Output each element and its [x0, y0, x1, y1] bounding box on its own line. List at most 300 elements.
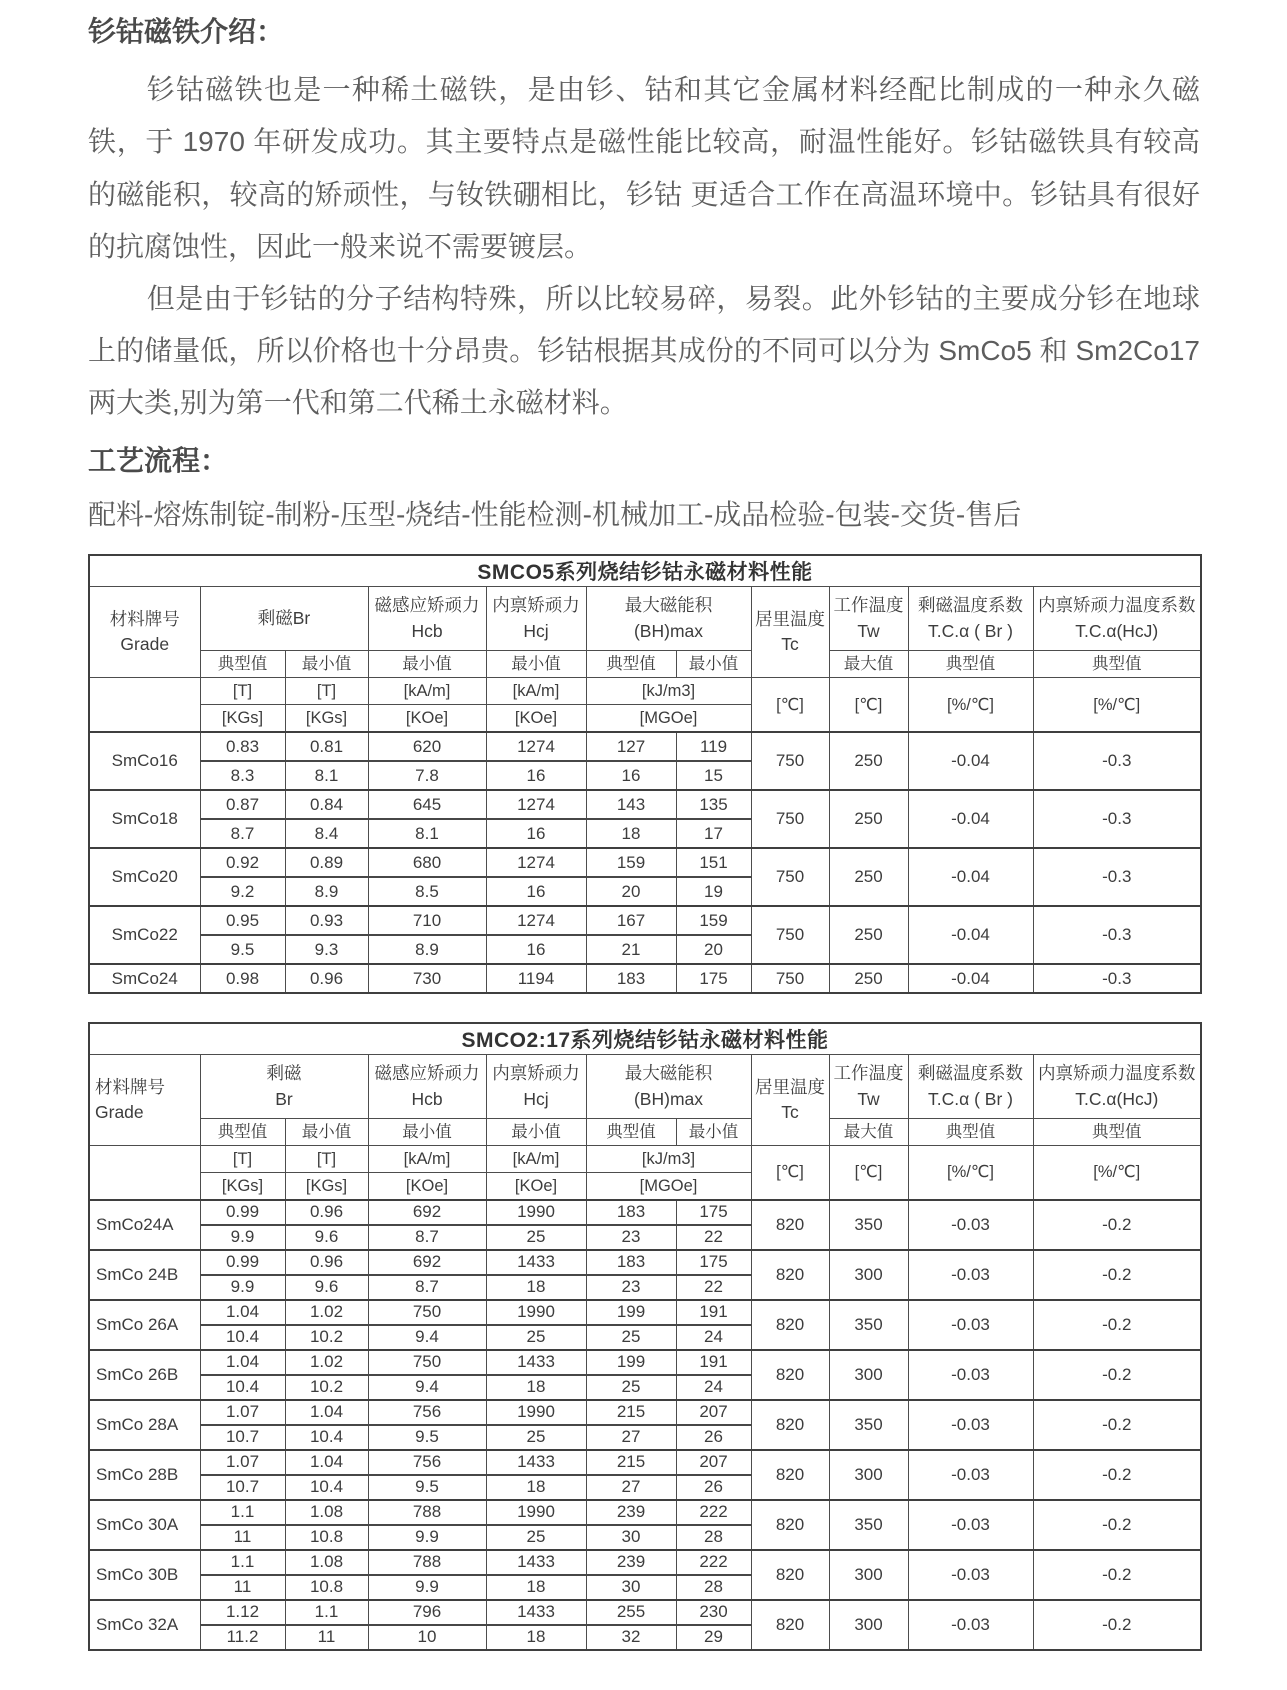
value-cell: 159 — [586, 848, 676, 877]
tca-br-cell: -0.04 — [908, 906, 1033, 964]
col-header-tca-hcj-cn: 内禀矫顽力温度系数 — [1038, 1063, 1196, 1084]
value-cell: 159 — [676, 906, 751, 935]
tw-cell: 250 — [829, 732, 908, 790]
value-cell: 11 — [200, 1575, 285, 1600]
subheader-typical: 典型值 — [1033, 1118, 1201, 1145]
value-cell: 7.8 — [368, 761, 486, 790]
value-cell: 8.9 — [285, 877, 368, 906]
col-header-tca-br — [908, 587, 1033, 651]
value-cell: 18 — [486, 1275, 586, 1300]
table-row — [89, 1450, 1201, 1475]
tc-cell: 750 — [751, 906, 829, 964]
table-title-row — [89, 1023, 1201, 1055]
value-cell: 710 — [368, 906, 486, 935]
value-cell: 8.9 — [368, 935, 486, 964]
tca-hcj-cell: -0.3 — [1033, 732, 1201, 790]
tc-cell: 820 — [751, 1450, 829, 1500]
value-cell: 24 — [676, 1325, 751, 1350]
value-cell: 1.08 — [285, 1500, 368, 1525]
value-cell: 10.4 — [200, 1325, 285, 1350]
value-cell: 10.7 — [200, 1475, 285, 1500]
col-header-tca-br-sym: T.C.α ( Br ) — [928, 1088, 1013, 1109]
value-cell: 9.2 — [200, 877, 285, 906]
value-cell: 16 — [486, 877, 586, 906]
value-cell: 0.96 — [285, 1200, 368, 1225]
value-cell: 191 — [676, 1350, 751, 1375]
value-cell: 28 — [676, 1525, 751, 1550]
grade-cell: SmCo18 — [89, 790, 200, 848]
grade-cell: SmCo20 — [89, 848, 200, 906]
unit-pct-celsius: [%/℃] — [1033, 1145, 1201, 1200]
col-header-hcj-cn: 内禀矫顽力 — [492, 595, 580, 616]
value-cell: 23 — [586, 1275, 676, 1300]
col-header-grade — [89, 1055, 200, 1146]
value-cell: 1.04 — [285, 1450, 368, 1475]
tw-cell: 300 — [829, 1600, 908, 1650]
smco5-table-body — [89, 732, 1201, 993]
value-cell: 1.12 — [200, 1600, 285, 1625]
value-cell: 18 — [486, 1575, 586, 1600]
unit-koe: [KOe] — [486, 705, 586, 733]
value-cell: 0.93 — [285, 906, 368, 935]
tc-cell: 820 — [751, 1350, 829, 1400]
value-cell: 1433 — [486, 1250, 586, 1275]
col-header-tw-sym: Tw — [857, 620, 880, 641]
col-header-br — [200, 587, 368, 651]
tw-cell: 300 — [829, 1350, 908, 1400]
tca-br-cell: -0.03 — [908, 1450, 1033, 1500]
value-cell: 18 — [486, 1375, 586, 1400]
tca-br-cell: -0.03 — [908, 1600, 1033, 1650]
value-cell: 25 — [586, 1375, 676, 1400]
tca-hcj-cell: -0.3 — [1033, 790, 1201, 848]
unit-celsius: [℃] — [751, 678, 829, 733]
value-cell: 9.5 — [200, 935, 285, 964]
subheader-minimum: 最小值 — [368, 651, 486, 678]
value-cell: 645 — [368, 790, 486, 819]
smco217-table — [88, 1022, 1202, 1651]
col-header-hcj-sym: Hcj — [523, 1088, 549, 1109]
unit-tesla: [T] — [285, 1145, 368, 1172]
col-header-tca-hcj-sym: T.C.α(HcJ) — [1075, 620, 1159, 641]
value-cell: 750 — [368, 1350, 486, 1375]
value-cell: 16 — [486, 761, 586, 790]
table-title: SMCO2:17系列烧结钐钴永磁材料性能 — [89, 1023, 1201, 1055]
subheader-minimum: 最小值 — [676, 651, 751, 678]
value-cell: 1433 — [486, 1550, 586, 1575]
tca-hcj-cell: -0.2 — [1033, 1200, 1201, 1250]
subheader-minimum: 最小值 — [368, 1118, 486, 1145]
subheader-typical: 典型值 — [200, 651, 285, 678]
value-cell: 175 — [676, 964, 751, 993]
unit-kgs: [KGs] — [200, 1172, 285, 1200]
value-cell: 28 — [676, 1575, 751, 1600]
grade-cell: SmCo 32A — [89, 1600, 200, 1650]
tca-br-cell: -0.04 — [908, 732, 1033, 790]
value-cell: 119 — [676, 732, 751, 761]
value-cell: 30 — [586, 1575, 676, 1600]
subheader-typical: 典型值 — [586, 1118, 676, 1145]
value-cell: 230 — [676, 1600, 751, 1625]
unit-pct-celsius: [%/℃] — [908, 678, 1033, 733]
value-cell: 9.4 — [368, 1325, 486, 1350]
value-cell: 1194 — [486, 964, 586, 993]
col-header-hcb-sym: Hcb — [411, 1088, 443, 1109]
value-cell: 8.1 — [368, 819, 486, 848]
tca-hcj-cell: -0.2 — [1033, 1250, 1201, 1300]
table-row — [89, 732, 1201, 761]
grade-cell: SmCo24A — [89, 1200, 200, 1250]
value-cell: 0.95 — [200, 906, 285, 935]
value-cell: 11 — [200, 1525, 285, 1550]
tca-hcj-cell: -0.2 — [1033, 1500, 1201, 1550]
value-cell: 143 — [586, 790, 676, 819]
value-cell: 0.81 — [285, 732, 368, 761]
col-header-hcj-sym: Hcj — [523, 620, 549, 641]
grade-cell: SmCo 30B — [89, 1550, 200, 1600]
col-header-hcj — [486, 587, 586, 651]
value-cell: 135 — [676, 790, 751, 819]
tc-cell: 820 — [751, 1200, 829, 1250]
col-header-tc-cn: 居里温度 — [755, 1076, 825, 1097]
header-row-statistic — [89, 1118, 1201, 1145]
value-cell: 1.07 — [200, 1450, 285, 1475]
col-header-bhmax-cn: 最大磁能积 — [624, 595, 713, 616]
col-header-bhmax-sym: (BH)max — [633, 620, 704, 641]
tw-cell: 300 — [829, 1550, 908, 1600]
unit-kam: [kA/m] — [368, 1145, 486, 1172]
value-cell: 9.6 — [285, 1225, 368, 1250]
col-header-hcj — [486, 1055, 586, 1119]
unit-kjm3: [kJ/m3] — [586, 1145, 751, 1172]
value-cell: 17 — [676, 819, 751, 848]
tc-cell: 750 — [751, 732, 829, 790]
tca-hcj-cell: -0.2 — [1033, 1550, 1201, 1600]
tca-br-cell: -0.03 — [908, 1500, 1033, 1550]
header-row-main — [89, 587, 1201, 651]
unit-kgs: [KGs] — [285, 1172, 368, 1200]
col-header-br — [200, 1055, 368, 1119]
col-header-tc-cn: 居里温度 — [755, 608, 825, 629]
col-header-tw — [829, 587, 908, 651]
value-cell: 9.9 — [368, 1525, 486, 1550]
value-cell: 1.02 — [285, 1300, 368, 1325]
unit-kjm3: [kJ/m3] — [586, 678, 751, 705]
table-row — [89, 1550, 1201, 1575]
tw-cell: 350 — [829, 1500, 908, 1550]
value-cell: 756 — [368, 1450, 486, 1475]
value-cell: 25 — [486, 1225, 586, 1250]
col-header-grade — [89, 587, 200, 678]
value-cell: 215 — [586, 1450, 676, 1475]
tca-br-cell: -0.03 — [908, 1250, 1033, 1300]
intro-heading: 钐钴磁铁介绍： — [88, 16, 285, 47]
value-cell: 8.1 — [285, 761, 368, 790]
value-cell: 788 — [368, 1500, 486, 1525]
unit-tesla: [T] — [200, 1145, 285, 1172]
col-header-grade-en: Grade — [95, 1102, 144, 1123]
value-cell: 1433 — [486, 1450, 586, 1475]
tc-cell: 820 — [751, 1300, 829, 1350]
col-header-hcj-cn: 内禀矫顽力 — [492, 1063, 580, 1084]
value-cell: 1274 — [486, 790, 586, 819]
tca-br-cell: -0.03 — [908, 1300, 1033, 1350]
smco5-table — [88, 554, 1202, 994]
col-header-bhmax-cn: 最大磁能积 — [624, 1063, 713, 1084]
value-cell: 207 — [676, 1400, 751, 1425]
unit-kam: [kA/m] — [368, 678, 486, 705]
value-cell: 20 — [586, 877, 676, 906]
value-cell: 796 — [368, 1600, 486, 1625]
value-cell: 1.1 — [200, 1550, 285, 1575]
value-cell: 25 — [586, 1325, 676, 1350]
value-cell: 16 — [486, 819, 586, 848]
value-cell: 9.4 — [368, 1375, 486, 1400]
value-cell: 10.8 — [285, 1575, 368, 1600]
table-row — [89, 1600, 1201, 1625]
value-cell: 8.7 — [200, 819, 285, 848]
value-cell: 18 — [486, 1475, 586, 1500]
value-cell: 25 — [486, 1525, 586, 1550]
tca-hcj-cell: -0.3 — [1033, 848, 1201, 906]
header-row-unit-si — [89, 1145, 1201, 1172]
value-cell: 0.96 — [285, 1250, 368, 1275]
value-cell: 0.99 — [200, 1200, 285, 1225]
value-cell: 692 — [368, 1200, 486, 1225]
col-header-br-cn: 剩磁 — [266, 1063, 302, 1084]
value-cell: 8.7 — [368, 1275, 486, 1300]
col-header-tw-sym: Tw — [857, 1088, 880, 1109]
value-cell: 10.2 — [285, 1375, 368, 1400]
intro-paragraph-2: 但是由于钐钴的分子结构特殊，所以比较易碎，易裂。此外钐钴的主要成分钐在地球上的储量低，所以价格也十分昂贵。钐钴根据其成份的不同可以分为 SmCo5 和 Sm2Co17 两大类,别为第一代和第二代稀土永磁材料。 — [88, 282, 1200, 418]
value-cell: 0.84 — [285, 790, 368, 819]
col-header-tca-hcj-sym: T.C.α(HcJ) — [1075, 1088, 1159, 1109]
col-header-br-sym: Br — [275, 1088, 293, 1109]
grade-cell: SmCo 30A — [89, 1500, 200, 1550]
value-cell: 1274 — [486, 732, 586, 761]
col-header-bhmax — [586, 1055, 751, 1119]
subheader-typical: 典型值 — [908, 1118, 1033, 1145]
value-cell: 151 — [676, 848, 751, 877]
value-cell: 680 — [368, 848, 486, 877]
grade-cell: SmCo 24B — [89, 1250, 200, 1300]
value-cell: 24 — [676, 1375, 751, 1400]
header-row-statistic — [89, 651, 1201, 678]
subheader-minimum: 最小值 — [285, 1118, 368, 1145]
col-header-tca-br-sym: T.C.α ( Br ) — [928, 620, 1013, 641]
value-cell: 8.4 — [285, 819, 368, 848]
value-cell: 29 — [676, 1625, 751, 1650]
value-cell: 9.3 — [285, 935, 368, 964]
value-cell: 1274 — [486, 906, 586, 935]
col-header-tc-sym: Tc — [781, 1102, 799, 1123]
subheader-minimum: 最小值 — [676, 1118, 751, 1145]
col-header-tca-hcj — [1033, 1055, 1201, 1119]
value-cell: 10.2 — [285, 1325, 368, 1350]
value-cell: 9.5 — [368, 1475, 486, 1500]
value-cell: 10.4 — [285, 1425, 368, 1450]
table-row — [89, 790, 1201, 819]
value-cell: 1990 — [486, 1400, 586, 1425]
smco217-table-body — [89, 1200, 1201, 1650]
tca-hcj-cell: -0.2 — [1033, 1450, 1201, 1500]
table-row — [89, 1350, 1201, 1375]
value-cell: 1.04 — [200, 1300, 285, 1325]
value-cell: 175 — [676, 1200, 751, 1225]
unit-koe: [KOe] — [368, 1172, 486, 1200]
tw-cell: 250 — [829, 848, 908, 906]
col-header-tca-hcj — [1033, 587, 1201, 651]
header-row-main — [89, 1055, 1201, 1119]
value-cell: 207 — [676, 1450, 751, 1475]
value-cell: 15 — [676, 761, 751, 790]
value-cell: 0.83 — [200, 732, 285, 761]
value-cell: 1990 — [486, 1500, 586, 1525]
col-header-br-label: 剩磁Br — [257, 608, 311, 629]
value-cell: 730 — [368, 964, 486, 993]
col-header-tca-br-cn: 剩磁温度系数 — [918, 1063, 1023, 1084]
subheader-typical: 典型值 — [1033, 651, 1201, 678]
value-cell: 22 — [676, 1225, 751, 1250]
subheader-maximum: 最大值 — [829, 1118, 908, 1145]
value-cell: 30 — [586, 1525, 676, 1550]
value-cell: 27 — [586, 1425, 676, 1450]
unit-mgoe: [MGOe] — [586, 705, 751, 733]
subheader-maximum: 最大值 — [829, 651, 908, 678]
table-title-row — [89, 555, 1201, 587]
value-cell: 26 — [676, 1475, 751, 1500]
value-cell: 1.1 — [285, 1600, 368, 1625]
value-cell: 25 — [486, 1425, 586, 1450]
value-cell: 1.08 — [285, 1550, 368, 1575]
value-cell: 0.92 — [200, 848, 285, 877]
unit-kam: [kA/m] — [486, 678, 586, 705]
value-cell: 9.9 — [200, 1275, 285, 1300]
value-cell: 16 — [486, 935, 586, 964]
value-cell: 8.5 — [368, 877, 486, 906]
tw-cell: 350 — [829, 1400, 908, 1450]
value-cell: 0.96 — [285, 964, 368, 993]
value-cell: 26 — [676, 1425, 751, 1450]
value-cell: 0.98 — [200, 964, 285, 993]
value-cell: 239 — [586, 1550, 676, 1575]
value-cell: 756 — [368, 1400, 486, 1425]
value-cell: 1.02 — [285, 1350, 368, 1375]
unit-celsius: [℃] — [751, 1145, 829, 1200]
grade-cell: SmCo 28A — [89, 1400, 200, 1450]
subheader-minimum: 最小值 — [486, 1118, 586, 1145]
table-row — [89, 1200, 1201, 1225]
process-flow-text: 配料-熔炼制锭-制粉-压型-烧结-性能检测-机械加工-成品检验-包装-交货-售后 — [88, 499, 1022, 531]
tw-cell: 250 — [829, 906, 908, 964]
value-cell: 1433 — [486, 1350, 586, 1375]
value-cell: 9.5 — [368, 1425, 486, 1450]
value-cell: 191 — [676, 1300, 751, 1325]
tca-br-cell: -0.03 — [908, 1200, 1033, 1250]
grade-cell: SmCo 28B — [89, 1450, 200, 1500]
unit-kgs: [KGs] — [285, 705, 368, 733]
value-cell: 183 — [586, 964, 676, 993]
col-header-grade-en: Grade — [120, 634, 170, 655]
table-row — [89, 1300, 1201, 1325]
col-header-hcb-cn: 磁感应矫顽力 — [374, 595, 480, 616]
col-header-grade-cn: 材料牌号 — [109, 608, 180, 629]
tw-cell: 350 — [829, 1300, 908, 1350]
unit-blank — [89, 1145, 200, 1200]
tw-cell: 250 — [829, 790, 908, 848]
value-cell: 9.9 — [200, 1225, 285, 1250]
value-cell: 1.07 — [200, 1400, 285, 1425]
col-header-tca-br — [908, 1055, 1033, 1119]
value-cell: 1274 — [486, 848, 586, 877]
tca-hcj-cell: -0.3 — [1033, 964, 1201, 993]
value-cell: 0.87 — [200, 790, 285, 819]
unit-mgoe: [MGOe] — [586, 1172, 751, 1200]
unit-koe: [KOe] — [486, 1172, 586, 1200]
col-header-hcb-sym: Hcb — [411, 620, 443, 641]
value-cell: 25 — [486, 1325, 586, 1350]
tc-cell: 820 — [751, 1550, 829, 1600]
value-cell: 18 — [486, 1625, 586, 1650]
unit-celsius: [℃] — [829, 678, 908, 733]
value-cell: 1.04 — [200, 1350, 285, 1375]
value-cell: 10 — [368, 1625, 486, 1650]
value-cell: 255 — [586, 1600, 676, 1625]
value-cell: 215 — [586, 1400, 676, 1425]
tc-cell: 750 — [751, 848, 829, 906]
value-cell: 11.2 — [200, 1625, 285, 1650]
process-heading: 工艺流程： — [88, 444, 229, 476]
table-row — [89, 1400, 1201, 1425]
table-row — [89, 964, 1201, 993]
value-cell: 18 — [586, 819, 676, 848]
value-cell: 0.99 — [200, 1250, 285, 1275]
tc-cell: 820 — [751, 1600, 829, 1650]
value-cell: 8.3 — [200, 761, 285, 790]
col-header-tw-cn: 工作温度 — [833, 1063, 904, 1084]
value-cell: 9.9 — [368, 1575, 486, 1600]
col-header-hcb — [368, 587, 486, 651]
col-header-tca-hcj-cn: 内禀矫顽力温度系数 — [1038, 595, 1196, 616]
col-header-tc-sym: Tc — [781, 634, 799, 655]
col-header-tc — [751, 1055, 829, 1146]
tca-br-cell: -0.04 — [908, 964, 1033, 993]
grade-cell: SmCo24 — [89, 964, 200, 993]
tc-cell: 820 — [751, 1400, 829, 1450]
value-cell: 692 — [368, 1250, 486, 1275]
table-row — [89, 906, 1201, 935]
grade-cell: SmCo 26B — [89, 1350, 200, 1400]
tca-hcj-cell: -0.3 — [1033, 906, 1201, 964]
table-row — [89, 1500, 1201, 1525]
col-header-hcb — [368, 1055, 486, 1119]
grade-cell: SmCo16 — [89, 732, 200, 790]
col-header-hcb-cn: 磁感应矫顽力 — [374, 1063, 480, 1084]
value-cell: 10.4 — [200, 1375, 285, 1400]
subheader-typical: 典型值 — [586, 651, 676, 678]
value-cell: 32 — [586, 1625, 676, 1650]
tc-cell: 750 — [751, 790, 829, 848]
tca-br-cell: -0.04 — [908, 848, 1033, 906]
col-header-tc — [751, 587, 829, 678]
col-header-grade-cn: 材料牌号 — [95, 1076, 165, 1097]
value-cell: 183 — [586, 1250, 676, 1275]
table-row — [89, 1250, 1201, 1275]
col-header-bhmax-sym: (BH)max — [633, 1088, 704, 1109]
grade-cell: SmCo22 — [89, 906, 200, 964]
value-cell: 22 — [676, 1275, 751, 1300]
value-cell: 9.6 — [285, 1275, 368, 1300]
